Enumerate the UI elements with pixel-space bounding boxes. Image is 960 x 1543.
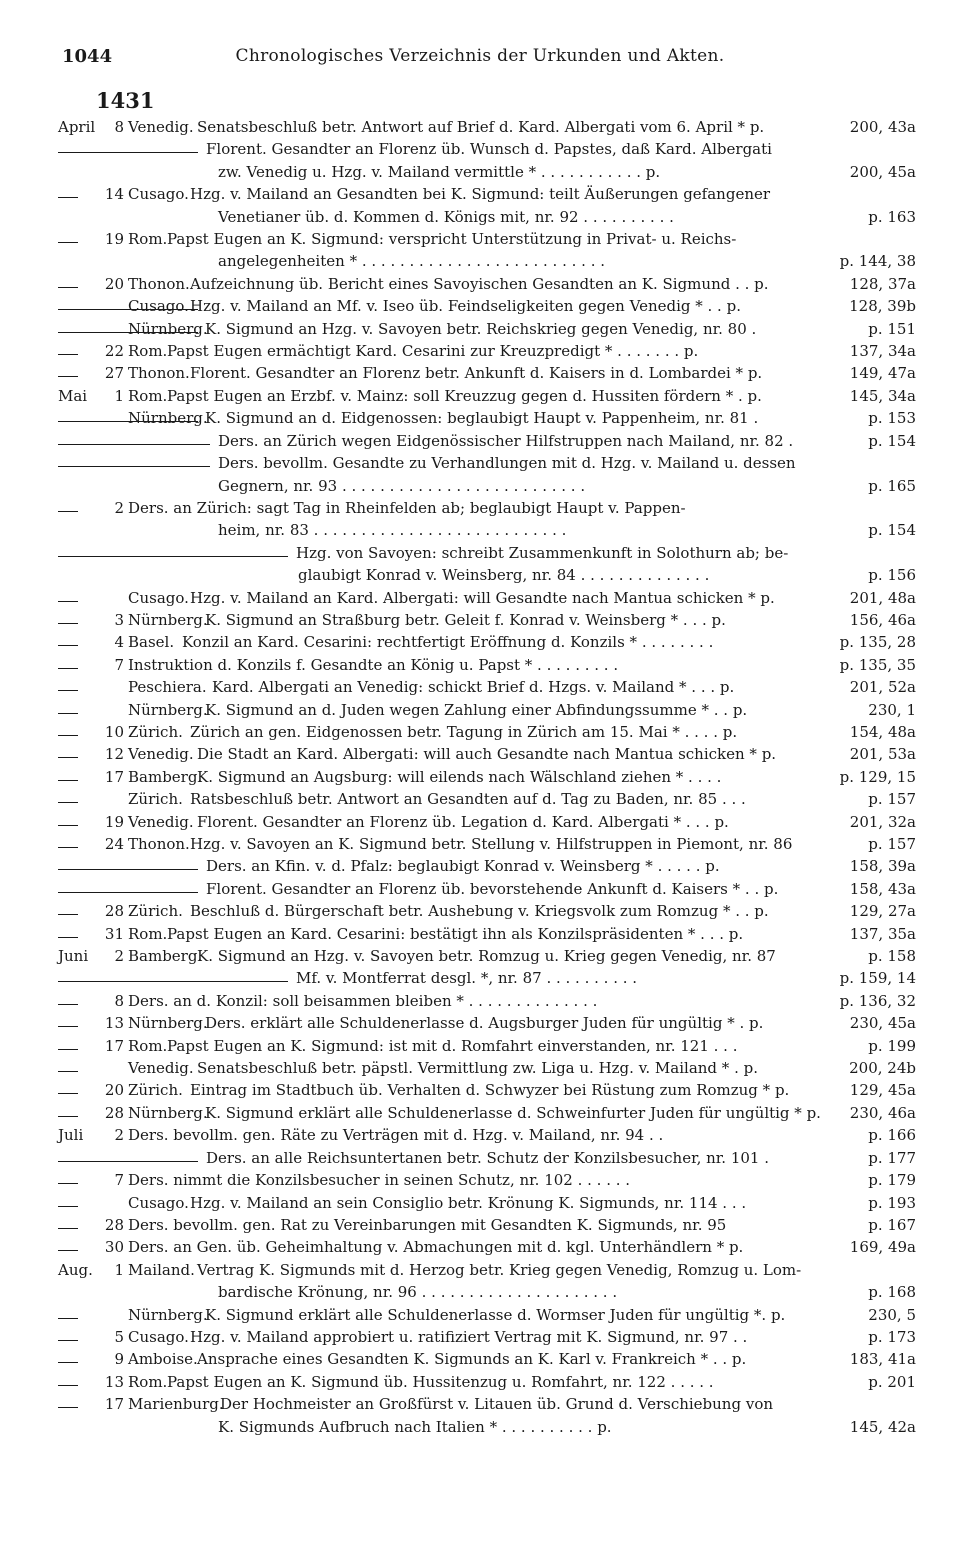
entry-text: Ders. an Kfin. v. d. Pfalz: beglaubigt Konrad v. Weinsberg * . . . . . p. — [206, 857, 720, 876]
page-reference: 183, 41a — [849, 1350, 916, 1369]
page-reference: p. 173 — [868, 1327, 916, 1346]
entry-day: 8 — [114, 118, 124, 136]
page-reference: 145, 42a — [849, 1417, 916, 1436]
entry-text: Ders. nimmt die Konzilsbesucher in seinen Schutz, nr. 102 . . . . . . — [128, 1171, 631, 1190]
page-reference: p. 135, 28 — [839, 633, 916, 652]
entry-day: 4 — [114, 633, 124, 652]
entry-row — [58, 1236, 916, 1258]
page-reference: 230, 1 — [868, 700, 916, 719]
entry-text: K. Sigmund an d. Eidgenossen: beglaubigt Haupt v. Pappenheim, nr. 81 . — [205, 409, 759, 428]
entry-continuation: Gegnern, nr. 93 . . . . . . . . . . . . . . . . . . . . . . . . . . — [218, 476, 586, 495]
page-reference: 128, 37a — [849, 274, 916, 293]
page-reference: p. 166 — [868, 1126, 916, 1145]
entry-day: 28 — [104, 1103, 124, 1122]
entry-row — [58, 811, 916, 833]
entry-row — [58, 1169, 916, 1191]
page-header — [62, 46, 898, 70]
entry-text: Hzg. von Savoyen: schreibt Zusammenkunft in Solothurn ab; be- — [296, 543, 789, 562]
entry-text: Florent. Gesandter an Florenz betr. Ankunft d. Kaisers in d. Lombardei * p. — [190, 364, 763, 383]
entry-continuation: zw. Venedig u. Hzg. v. Mailand vermittle * . . . . . . . . . . . p. — [218, 162, 661, 181]
entry-day: 17 — [104, 767, 124, 786]
entry-place: Thonon. — [128, 835, 190, 853]
entry-row — [58, 340, 916, 362]
page-reference: p. 167 — [868, 1215, 916, 1234]
page-reference: 201, 52a — [849, 678, 916, 697]
entry-text: Papst Eugen an Kard. Cesarini: bestätigt ihn als Konzilspräsidenten * . . . p. — [167, 924, 744, 943]
entry-text: Der Hochmeister an Großfürst v. Litauen üb. Grund d. Verschiebung von — [220, 1395, 774, 1414]
entry-row — [58, 699, 916, 721]
entry-text: Mf. v. Montferrat desgl. *, nr. 87 . . . . . . . . . . — [296, 969, 638, 988]
entry-place: Cusago. — [128, 185, 189, 204]
ditto-dash — [58, 869, 198, 870]
entry-text: Ders. an Gen. üb. Geheimhaltung v. Abmachungen mit d. kgl. Unterhändlern * p. — [128, 1238, 744, 1257]
running-title: Chronologisches Verzeichnis der Urkunden und Akten. — [235, 46, 725, 66]
entry-place: Zürich. — [128, 1081, 183, 1100]
ditto-dash — [58, 466, 210, 467]
entry-row — [58, 1079, 916, 1101]
page-reference: 154, 48a — [849, 722, 916, 741]
entry-place: Rom. — [128, 924, 168, 943]
ditto-dash — [58, 735, 78, 736]
entry-row — [58, 676, 916, 698]
page-reference: p. 154 — [868, 431, 916, 450]
entry-text: Ders. an Zürich: sagt Tag in Rheinfelden ab; beglaubigt Haupt v. Pappen- — [128, 498, 686, 517]
entry-row — [58, 1102, 916, 1124]
entry-place: Amboise. — [128, 1350, 198, 1369]
ditto-dash — [58, 981, 288, 982]
entry-place: Cusago. — [128, 1327, 189, 1346]
entry-text: Papst Eugen an Erzbf. v. Mainz: soll Kreuzzug gegen d. Hussiten fördern * . p. — [167, 386, 762, 405]
entry-place: Zürich. — [128, 722, 183, 741]
entry-row — [58, 945, 916, 967]
page-reference: 158, 43a — [849, 879, 916, 898]
ditto-dash — [58, 1407, 78, 1408]
entry-day: 27 — [104, 364, 124, 383]
ditto-dash — [58, 556, 288, 557]
entry-row — [58, 833, 916, 855]
ditto-dash — [58, 1250, 78, 1251]
entry-text: Ders. an alle Reichsuntertanen betr. Schutz der Konzilsbesucher, nr. 101 . — [206, 1148, 770, 1167]
ditto-dash — [58, 1026, 78, 1027]
page-reference: 145, 34a — [849, 386, 916, 405]
entry-text: K. Sigmund an Augsburg: will eilends nach Wälschland ziehen * . . . . — [197, 767, 722, 786]
entry-text: Die Stadt an Kard. Albergati: will auch Gesandte nach Mantua schicken * p. — [197, 745, 777, 764]
entry-place: Nürnberg. — [128, 409, 208, 428]
entry-text: Instruktion d. Konzils f. Gesandte an König u. Papst * . . . . . . . . . — [128, 655, 619, 674]
entry-row — [58, 1214, 916, 1236]
entry-text: Hzg. v. Savoyen an K. Sigmund betr. Stellung v. Hilfstruppen in Piemont, nr. 86 — [190, 835, 793, 853]
entry-row — [58, 1326, 916, 1348]
entry-day: 8 — [114, 991, 124, 1010]
ditto-dash — [58, 1161, 198, 1162]
entry-text: Papst Eugen an K. Sigmund: ist mit d. Romfahrt einverstanden, nr. 121 . . . — [167, 1036, 738, 1055]
entry-continuation: Venetianer üb. d. Kommen d. Königs mit, nr. 92 . . . . . . . . . . — [218, 207, 674, 226]
entry-text: Hzg. v. Mailand an Gesandten bei K. Sigmund: teilt Äußerungen gefangener — [190, 185, 771, 204]
ditto-dash — [58, 242, 78, 243]
page-reference: p. 177 — [868, 1148, 916, 1167]
entry-day: 17 — [104, 1395, 124, 1414]
page-reference: p. 159, 14 — [839, 969, 916, 988]
entry-text: Senatsbeschluß betr. Antwort auf Brief d. Kard. Albergati vom 6. April * p. — [197, 118, 765, 136]
entry-text: Florent. Gesandter an Florenz üb. Wunsch d. Papstes, daß Kard. Albergati — [206, 140, 772, 159]
entry-place: Nürnberg. — [128, 1305, 208, 1324]
entry-text: K. Sigmund an Straßburg betr. Geleit f. Konrad v. Weinsberg * . . . p. — [205, 610, 726, 629]
entry-row — [58, 900, 916, 922]
entry-place: Bamberg. — [128, 767, 203, 786]
entry-place: Mailand. — [128, 1260, 195, 1279]
entry-text: Konzil an Kard. Cesarini: rechtfertigt Eröffnung d. Konzils * . . . . . . . . — [182, 633, 714, 652]
page-reference: p. 153 — [868, 409, 916, 428]
entry-text: Hzg. v. Mailand an Kard. Albergati: will Gesandte nach Mantua schicken * p. — [190, 588, 775, 607]
entry-text: K. Sigmund erklärt alle Schuldenerlasse d. Wormser Juden für ungültig *. p. — [205, 1305, 786, 1324]
page-reference: p. 135, 35 — [839, 655, 916, 674]
ditto-dash — [58, 690, 78, 691]
entry-place: Cusago. — [128, 297, 189, 316]
page-reference: p. 129, 15 — [839, 767, 916, 786]
entry-day: 9 — [114, 1350, 124, 1369]
ditto-dash — [58, 937, 78, 938]
entry-row — [58, 1124, 916, 1146]
entry-row — [58, 923, 916, 945]
entry-row — [58, 1371, 916, 1393]
entry-place: Zürich. — [128, 902, 183, 921]
entry-row — [58, 654, 916, 676]
entry-row — [58, 183, 916, 228]
entry-place: Venedig. — [128, 812, 194, 831]
entry-text: Vertrag K. Sigmunds mit d. Herzog betr. Krieg gegen Venedig, Romzug u. Lom- — [197, 1260, 802, 1279]
entry-place: Basel. — [128, 633, 175, 652]
entry-text: Ders. bevollm. gen. Räte zu Verträgen mit d. Hzg. v. Mailand, nr. 94 . . — [128, 1126, 664, 1145]
entry-month: Mai — [58, 386, 88, 405]
entry-day: 2 — [114, 1126, 124, 1145]
entry-day: 31 — [104, 924, 124, 943]
ditto-dash — [58, 757, 78, 758]
entry-text: Florent. Gesandter an Florenz üb. Legation d. Kard. Albergati * . . . p. — [197, 812, 729, 831]
page-reference: 169, 49a — [849, 1238, 916, 1257]
entry-continuation: glaubigt Konrad v. Weinsberg, nr. 84 . . . . . . . . . . . . . . — [298, 566, 710, 585]
page-reference: p. 144, 38 — [839, 252, 916, 271]
entry-place: Cusago. — [128, 1193, 189, 1212]
entry-place: Nürnberg. — [128, 700, 208, 719]
entry-day: 13 — [104, 1372, 124, 1391]
entry-text: K. Sigmund an d. Juden wegen Zahlung einer Abfindungssumme * . . p. — [205, 700, 748, 719]
entry-text: Beschluß d. Bürgerschaft betr. Aushebung v. Kriegsvolk zum Romzug * . . p. — [190, 902, 769, 921]
ditto-dash — [58, 1116, 78, 1117]
entry-row — [58, 878, 916, 900]
entry-place: Venedig. — [128, 118, 194, 136]
entry-text: Senatsbeschluß betr. päpstl. Vermittlung zw. Liga u. Hzg. v. Mailand * . p. — [197, 1059, 758, 1078]
page-reference: p. 201 — [868, 1372, 916, 1391]
entry-row — [58, 1057, 916, 1079]
entry-row — [58, 967, 916, 989]
entry-row — [58, 990, 916, 1012]
ditto-dash — [58, 914, 78, 915]
ditto-dash — [58, 780, 78, 781]
page-reference: p. 136, 32 — [839, 991, 916, 1010]
entry-place: Nürnberg. — [128, 610, 208, 629]
ditto-dash — [58, 1049, 78, 1050]
entry-row — [58, 138, 916, 183]
entry-month: Juni — [58, 947, 89, 966]
entry-row — [58, 1192, 916, 1214]
entry-row — [58, 609, 916, 631]
entry-row — [58, 1035, 916, 1057]
entry-day: 20 — [104, 1081, 124, 1100]
entry-day: 24 — [104, 835, 124, 853]
page-reference: 156, 46a — [849, 610, 916, 629]
entry-place: Zürich. — [128, 790, 183, 809]
entry-day: 17 — [104, 1036, 124, 1055]
page-reference: p. 151 — [868, 319, 916, 338]
ditto-dash — [58, 1362, 78, 1363]
entry-text: Florent. Gesandter an Florenz üb. bevorstehende Ankunft d. Kaisers * . . p. — [206, 879, 779, 898]
ditto-dash — [58, 802, 78, 803]
entry-row — [58, 1012, 916, 1034]
entry-row — [58, 407, 916, 429]
entry-text: Papst Eugen ermächtigt Kard. Cesarini zur Kreuzpredigt * . . . . . . . p. — [167, 342, 699, 361]
page-reference: 201, 48a — [849, 588, 916, 607]
ditto-dash — [58, 668, 78, 669]
ditto-dash — [58, 287, 78, 288]
ditto-dash — [58, 847, 78, 848]
page-reference: 200, 43a — [849, 118, 916, 136]
entry-list — [58, 116, 916, 1438]
page-reference: p. 157 — [868, 790, 916, 809]
entry-row — [58, 385, 916, 407]
entry-row — [58, 497, 916, 542]
entry-place: Nürnberg. — [128, 1014, 208, 1033]
entry-text: Hzg. v. Mailand an Mf. v. Iseo üb. Feindseligkeiten gegen Venedig * . . p. — [190, 297, 741, 316]
entry-text: K. Sigmund an Hzg. v. Savoyen betr. Romzug u. Krieg gegen Venedig, nr. 87 — [197, 947, 776, 966]
entry-row — [58, 721, 916, 743]
entry-day: 12 — [104, 745, 124, 764]
page-reference: p. 199 — [868, 1036, 916, 1055]
entry-row — [58, 228, 916, 273]
entry-place: Rom. — [128, 1372, 168, 1391]
page-reference: 230, 5 — [868, 1305, 916, 1324]
entry-place: Rom. — [128, 342, 168, 361]
entry-text: Ders. bevollm. gen. Rat zu Vereinbarungen mit Gesandten K. Sigmunds, nr. 95 — [128, 1215, 727, 1234]
entry-day: 19 — [104, 812, 124, 831]
entry-day: 3 — [114, 610, 124, 629]
ditto-dash — [58, 1206, 78, 1207]
page-reference: 200, 45a — [849, 162, 916, 181]
ditto-dash — [58, 1340, 78, 1341]
page-number: 1044 — [62, 46, 113, 67]
entry-row — [58, 1304, 916, 1326]
entry-place: Peschiera. — [128, 678, 207, 697]
entry-text: Ders. erklärt alle Schuldenerlasse d. Augsburger Juden für ungültig * . p. — [205, 1014, 764, 1033]
entry-place: Nürnberg. — [128, 1103, 208, 1122]
entry-day: 2 — [114, 947, 124, 966]
entry-day: 22 — [104, 342, 124, 361]
ditto-dash — [58, 623, 78, 624]
page-reference: 149, 47a — [849, 364, 916, 383]
ditto-dash — [58, 1183, 78, 1184]
entry-row — [58, 1348, 916, 1370]
page-reference: 200, 24b — [849, 1059, 916, 1078]
ditto-dash — [58, 825, 78, 826]
entry-day: 7 — [114, 1171, 124, 1190]
page-reference: p. 157 — [868, 835, 916, 853]
entry-day: 7 — [114, 655, 124, 674]
entry-place: Rom. — [128, 1036, 168, 1055]
entry-day: 1 — [114, 1260, 124, 1279]
page-reference: 129, 27a — [849, 902, 916, 921]
entry-day: 28 — [104, 902, 124, 921]
entry-day: 13 — [104, 1014, 124, 1033]
page-reference: 201, 32a — [849, 812, 916, 831]
entry-place: Bamberg. — [128, 947, 203, 966]
entry-row — [58, 318, 916, 340]
entry-row — [58, 430, 916, 452]
entry-text: Ders. bevollm. Gesandte zu Verhandlungen mit d. Hzg. v. Mailand u. dessen — [218, 454, 796, 473]
ditto-dash — [58, 713, 78, 714]
page-reference: p. 168 — [868, 1283, 916, 1302]
entry-text: K. Sigmund erklärt alle Schuldenerlasse d. Schweinfurter Juden für ungültig * p. — [205, 1103, 821, 1122]
ditto-dash — [58, 354, 78, 355]
entry-row — [58, 273, 916, 295]
page-reference: 230, 45a — [849, 1014, 916, 1033]
entry-row — [58, 116, 916, 138]
page-reference: 129, 45a — [849, 1081, 916, 1100]
entry-day: 5 — [114, 1327, 124, 1346]
entry-text: Hzg. v. Mailand an sein Consiglio betr. Krönung K. Sigmunds, nr. 114 . . . — [190, 1193, 747, 1212]
entry-day: 20 — [104, 274, 124, 293]
entry-row — [58, 1259, 916, 1304]
entry-place: Marienburg. — [128, 1395, 224, 1414]
entry-place: Rom. — [128, 230, 168, 249]
entry-day: 28 — [104, 1215, 124, 1234]
entry-day: 14 — [104, 185, 124, 204]
entry-month: Aug. — [58, 1260, 93, 1279]
page-reference: 201, 53a — [849, 745, 916, 764]
year-heading: 1431 — [96, 88, 155, 113]
page-reference: p. 154 — [868, 521, 916, 540]
ditto-dash — [58, 601, 78, 602]
entry-month: April — [58, 118, 96, 136]
entry-day: 1 — [114, 386, 124, 405]
entry-text: Ders. an Zürich wegen Eidgenössischer Hilfstruppen nach Mailand, nr. 82 . — [218, 431, 794, 450]
ditto-dash — [58, 152, 198, 153]
page-reference: 137, 35a — [849, 924, 916, 943]
page-reference: p. 193 — [868, 1193, 916, 1212]
entry-row — [58, 362, 916, 384]
page-reference: 128, 39b — [849, 297, 916, 316]
page-reference: p. 179 — [868, 1171, 916, 1190]
page-reference: p. 158 — [868, 947, 916, 966]
entry-day: 19 — [104, 230, 124, 249]
page-reference: p. 165 — [868, 476, 916, 495]
entry-day: 2 — [114, 498, 124, 517]
entry-row — [58, 542, 916, 587]
ditto-dash — [58, 1228, 78, 1229]
entry-row — [58, 855, 916, 877]
entry-continuation: heim, nr. 83 . . . . . . . . . . . . . . . . . . . . . . . . . . . — [218, 521, 567, 540]
entry-day: 30 — [104, 1238, 124, 1257]
entry-row — [58, 295, 916, 317]
entry-month: Juli — [58, 1126, 84, 1145]
entry-place: Rom. — [128, 386, 168, 405]
ditto-dash — [58, 645, 78, 646]
entry-row — [58, 452, 916, 497]
entry-row — [58, 1147, 916, 1169]
entry-row — [58, 631, 916, 653]
ditto-dash — [58, 1093, 78, 1094]
entry-place: Nürnberg. — [128, 319, 208, 338]
entry-text: Papst Eugen an K. Sigmund: verspricht Unterstützung in Privat- u. Reichs- — [167, 230, 737, 249]
entry-text: Ansprache eines Gesandten K. Sigmunds an K. Karl v. Frankreich * . . p. — [197, 1350, 747, 1369]
entry-continuation: angelegenheiten * . . . . . . . . . . . . . . . . . . . . . . . . . . — [218, 252, 606, 271]
entry-row — [58, 587, 916, 609]
ditto-dash — [58, 1071, 78, 1072]
entry-text: Hzg. v. Mailand approbiert u. ratifiziert Vertrag mit K. Sigmund, nr. 97 . . — [190, 1327, 748, 1346]
ditto-dash — [58, 511, 78, 512]
page-reference: 158, 39a — [849, 857, 916, 876]
entry-row — [58, 743, 916, 765]
entry-continuation: bardische Krönung, nr. 96 . . . . . . . . . . . . . . . . . . . . . — [218, 1283, 618, 1302]
entry-place: Thonon. — [128, 364, 190, 383]
entry-text: K. Sigmund an Hzg. v. Savoyen betr. Reichskrieg gegen Venedig, nr. 80 . — [205, 319, 757, 338]
ditto-dash — [58, 1318, 78, 1319]
entry-row — [58, 788, 916, 810]
entry-place: Venedig. — [128, 745, 194, 764]
page-reference: p. 156 — [868, 566, 916, 585]
entry-continuation: K. Sigmunds Aufbruch nach Italien * . . . . . . . . . . p. — [218, 1417, 612, 1436]
entry-text: Aufzeichnung üb. Bericht eines Savoyischen Gesandten an K. Sigmund . . p. — [190, 274, 769, 293]
page-reference: p. 163 — [868, 207, 916, 226]
entry-place: Thonon. — [128, 274, 190, 293]
entry-text: Ders. an d. Konzil: soll beisammen bleiben * . . . . . . . . . . . . . . — [128, 991, 598, 1010]
entry-text: Zürich an gen. Eidgenossen betr. Tagung in Zürich am 15. Mai * . . . . p. — [190, 722, 738, 741]
entry-text: Papst Eugen an K. Sigmund üb. Hussitenzug u. Romfahrt, nr. 122 . . . . . — [167, 1372, 714, 1391]
ditto-dash — [58, 197, 78, 198]
ditto-dash — [58, 444, 210, 445]
ditto-dash — [58, 376, 78, 377]
entry-place: Venedig. — [128, 1059, 194, 1078]
entry-day: 10 — [104, 722, 124, 741]
ditto-dash — [58, 1385, 78, 1386]
page-reference: 137, 34a — [849, 342, 916, 361]
entry-row — [58, 1393, 916, 1438]
entry-row — [58, 766, 916, 788]
page-reference: 230, 46a — [849, 1103, 916, 1122]
entry-text: Eintrag im Stadtbuch üb. Verhalten d. Schwyzer bei Rüstung zum Romzug * p. — [190, 1081, 790, 1100]
ditto-dash — [58, 1004, 78, 1005]
entry-text: Ratsbeschluß betr. Antwort an Gesandten auf d. Tag zu Baden, nr. 85 . . . — [190, 790, 746, 809]
ditto-dash — [58, 892, 198, 893]
entry-place: Cusago. — [128, 588, 189, 607]
entry-text: Kard. Albergati an Venedig: schickt Brief d. Hzgs. v. Mailand * . . . p. — [212, 678, 735, 697]
